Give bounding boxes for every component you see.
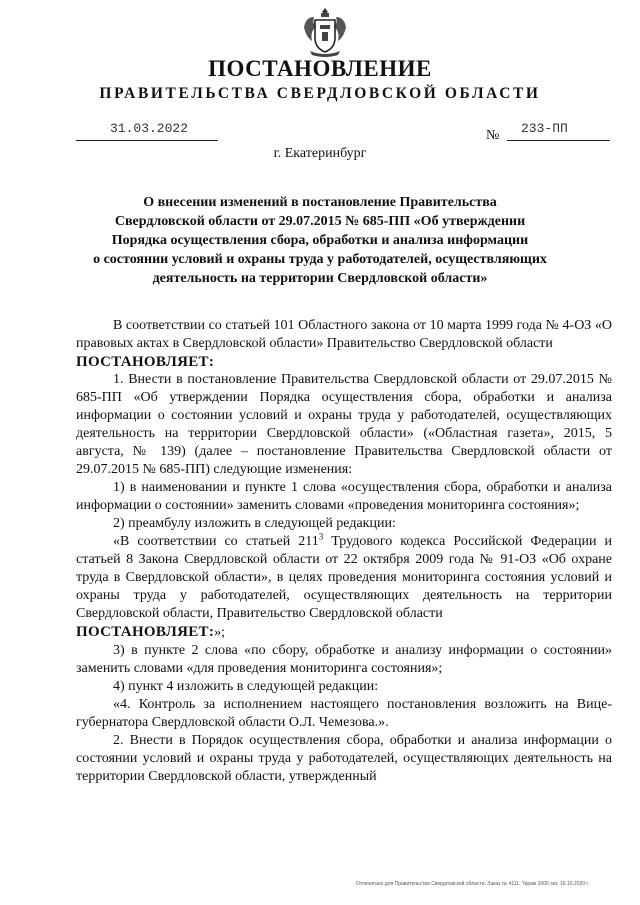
title-line: Порядка осуществления сбора, обработки и анализа информации [111,233,529,248]
date-underline [76,140,218,141]
preamble-quote-paragraph [76,533,612,623]
item-1-1-paragraph: 1) в наименовании и пункте 1 слова «осуществления сбора, обработки и анализа информации о состоянии» заменить словами «проведения мониторинга состояния»; [76,480,612,513]
title-line: о состоянии условий и охраны труда у работодателей, осуществляющих [93,252,547,267]
print-footer: Отпечатано для Правительства Свердловской области. Заказ № 4111. Тираж 1000 экз. 16.10.2020 г. [356,881,590,887]
item-1-2-paragraph: 2) преамбулу изложить в следующей редакции: [113,516,396,531]
quote-resolves-heading: ПОСТАНОВЛЯЕТ: [76,624,215,640]
city-label: г. Екатеринбург [273,146,367,161]
quote-resolves-line [76,623,612,642]
title-line: О внесении изменений в постановление Правительства [143,195,497,210]
quote-resolves-tail: »; [214,625,226,640]
document-body [76,317,612,786]
item-2-paragraph: 2. Внести в Порядок осуществления сбора, обработки и анализа информации о состоянии условий и охраны труда у работодателей, осуществляющих деятельность на территории Свердловской области, утвержденный [76,733,612,784]
quote-text-rest: Трудового кодекса Российской Федерации и статьей 8 Закона Свердловской области от 22 октября 2009 года № 91-ОЗ «Об охране труда в Свердловской области», в целях проведения мониторинга состояния условий и охраны труда у работодателей, осуществляющих деятельность на территории Свердловской области, Правительство Свердловской области [76,534,612,621]
number-underline [507,140,610,141]
item-1-4-text-paragraph: «4. Контроль за исполнением настоящего постановления возложить на Вице-губернатора Свердловской области О.Л. Чемезова.». [76,697,612,730]
item-1-4-paragraph: 4) пункт 4 изложить в следующей редакции: [113,679,379,694]
document-number: 233-ПП [521,121,568,136]
number-sign: № [486,128,500,143]
item-1-paragraph: 1. Внести в постановление Правительства Свердловской области от 29.07.2015 № 685-ПП «Об утверждении Порядка осуществления сбора, обработки и анализа информации о состоянии условий и охраны труда у работодателей, осуществляющих деятельность на территории Свердловской области» («Областная газета», 2015, 5 августа, № 139) (далее – постановление Правительства Свердловской области от 29.07.2015 № 685-ПП) следующие изменения: [76,372,612,477]
resolves-heading: ПОСТАНОВЛЯЕТ: [76,354,215,370]
document-type-heading: ПОСТАНОВЛЕНИЕ [208,56,432,81]
intro-paragraph: В соответствии со статьей 101 Областного закона от 10 марта 1999 года № 4-ОЗ «О правовых актах в Свердловской области» Правительство Свердловской области [76,318,612,351]
quote-text-start: «В соответствии со статьей 211 [113,534,319,549]
document-title [60,193,580,288]
document-date: 31.03.2022 [110,121,189,136]
issuing-authority-heading: ПРАВИТЕЛЬСТВА СВЕРДЛОВСКОЙ ОБЛАСТИ [99,85,541,102]
title-line: деятельность на территории Свердловской области» [152,271,488,286]
coat-of-arms-icon [300,5,350,57]
article-superscript: 3 [318,531,324,542]
title-line: Свердловской области от 29.07.2015 № 685-ПП «Об утверждении [114,214,526,229]
item-1-3-paragraph: 3) в пункте 2 слова «по сбору, обработке и анализу информации о состоянии» заменить словами «для проведения мониторинга состояния»; [76,643,612,676]
